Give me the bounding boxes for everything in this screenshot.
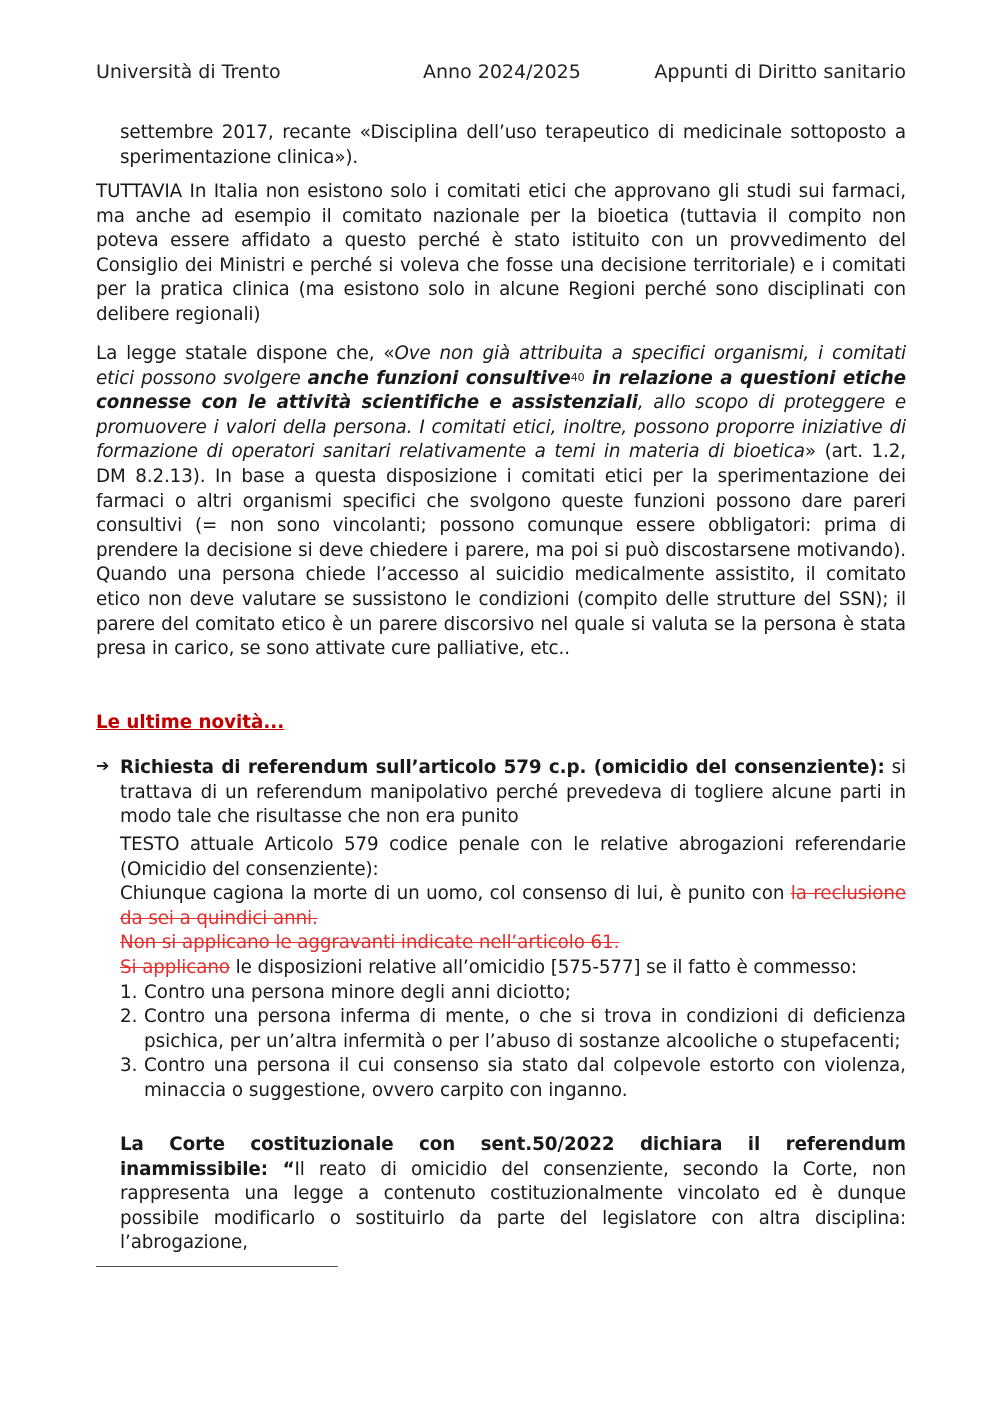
paragraph-3: La legge statale dispone che, «Ove non già attribuita a specifici organismi, i comitati etici possono svolgere anche funzioni consultive$^{40}$ in relazione a questioni etiche connesse con le attività scientifiche e assistenziali, allo scopo di proteggere e promuovere i valori della persona. I comitati etici, inoltre, possono proporre iniziative di formazione di operatori sanitari relativamente a temi in materia di bioetica» (art. 1.2, DM 8.2.13). In base a questa disposizione i comitati etici per la sperimentazione dei farmaci o altri organismi specifici che svolgono queste funzioni possono dare pareri consultivi (= non sono vincolanti; possono comunque essere obbligatori: prima di prendere la decisione si deve chiedere i parere, ma poi si può discostarsene motivando). Quando una persona chiede l’accesso al suicidio medicalmente assistito, il comitato etico non deve valutare se sussistono le condizioni (compito delle strutture del SSN); il parere del comitato etico è un parere discorsivo nel quale si valuta se la persona è stata presa in carico, se sono attivate cure palliative, etc.. bbox=[96, 343, 907, 660]
testo-intro: TESTO attuale Articolo 579 codice penale con le relative abrogazioni referendarie (Omicidio del consenziente): bbox=[120, 834, 906, 880]
list-item: 2. Contro una persona inferma di mente, o che si trova in condizioni di deficienza psichica, per un’altra infermità o per l’abuso di sostanze alcooliche o stupefacenti; bbox=[120, 1006, 906, 1052]
article-conditions-list bbox=[120, 981, 906, 1104]
quote-italic: Ove non già attribuita a specifici organismi, i comitati etici possono svolgere bbox=[96, 343, 907, 389]
corte-paragraph: La Corte costituzionale con sent.50/2022 dichiara il referendum inammissibile: “Il reato di omicidio del consenziente, secondo la Corte, non rappresenta una legge a contenuto costituzionalmente vincolato ed è dunque possibile modificarlo o sostituirlo da parte del legislatore con altra disciplina: l’abrogazione, bbox=[120, 1134, 906, 1254]
quote-italic-2: , allo scopo di proteggere e promuovere i valori della persona. I comitati etici, inoltre, possono proporre iniziative di formazione di operatori sanitari relativamente a temi in materia di bioetica bbox=[96, 392, 906, 463]
footnote-ref: 40 bbox=[570, 370, 585, 384]
testo-line3: Si applicano le disposizioni relative all’omicidio [575-577] se il fatto è commesso: bbox=[120, 956, 857, 978]
abrogated-text-3: Si applicano bbox=[120, 956, 230, 978]
bullet-bold: Richiesta di referendum sull’articolo 579 c.p. (omicidio del consenziente): bbox=[120, 757, 885, 778]
arrow-right-icon: ➔ bbox=[96, 756, 110, 775]
header-university: Università di Trento bbox=[96, 61, 281, 83]
paragraph-1: settembre 2017, recante «Disciplina dell’uso terapeutico di medicinale sottoposto a sperimentazione clinica»). bbox=[120, 122, 906, 168]
corte-bold: La Corte costituzionale con sent.50/2022 dichiara il referendum inammissibile: “ bbox=[120, 1134, 906, 1180]
bullet-referendum: ➔ Richiesta di referendum sull’articolo 579 c.p. (omicidio del consenziente): si trattava di un referendum manipolativo perché prevedeva di togliere alcune parti in modo tale che risultasse che non era punito bbox=[96, 756, 906, 828]
section-title: Le ultime novità... bbox=[96, 712, 285, 733]
abrogated-text-2: Non si applicano le aggravanti indicate nell’articolo 61. bbox=[120, 932, 620, 954]
header-year: Anno 2024/2025 bbox=[423, 61, 581, 83]
list-item: 1. Contro una persona minore degli anni diciotto; bbox=[120, 981, 571, 1003]
testo-line2 bbox=[120, 931, 906, 956]
list-item: 3. Contro una persona il cui consenso sia stato dal colpevole estorto con violenza, minaccia o suggestione, ovvero carpito con inganno. bbox=[120, 1055, 906, 1101]
footnote-separator bbox=[96, 1266, 338, 1267]
testo-block bbox=[96, 833, 906, 1104]
quote-bold-1: anche funzioni consultive bbox=[307, 367, 571, 389]
quote-bold-2: in relazione a questioni etiche connesse con le attività scientifiche e assistenziali bbox=[96, 367, 906, 414]
header-course: Appunti di Diritto sanitario bbox=[654, 61, 906, 83]
paragraph-2: TUTTAVIA In Italia non esistono solo i comitati etici che approvano gli studi sui farmaci, ma anche ad esempio il comitato nazionale per la bioetica (tuttavia il compito non poteva essere affidato a questo perché è stato istituito con un provvedimento del Consiglio dei Ministri e perché si voleva che fosse una decisione territoriale) e i comitati per la pratica clinica (ma esistono solo in alcune Regioni perché sono disciplinati con delibere regionali) bbox=[96, 181, 906, 325]
abrogated-text-1: la reclusione da sei a quindici anni. bbox=[120, 883, 906, 929]
testo-line1: Chiunque cagiona la morte di un uomo, col consenso di lui, è punito con la reclusione da sei a quindici anni. bbox=[120, 883, 906, 929]
